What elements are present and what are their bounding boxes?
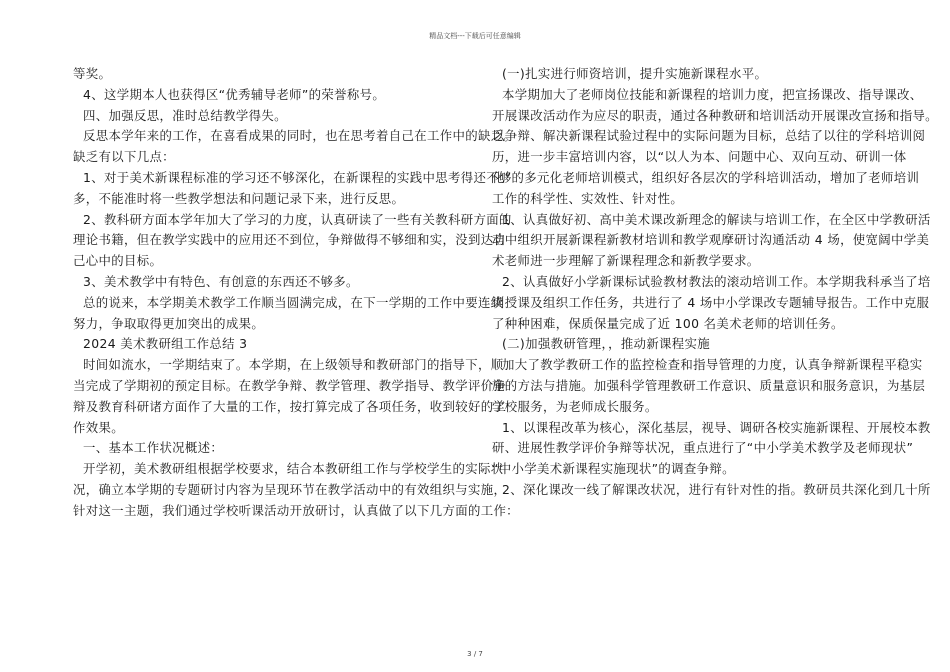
text-line: 一、基本工作状况概述：	[83, 440, 224, 456]
text-line: 以争辩、解决新课程试验过程中的实际问题为目标，总结了以往的学科培训阅	[492, 128, 926, 144]
text-line: 针对这一主题，我们通过学校听课活动开放研讨，认真做了以下几方面的工作：	[73, 502, 519, 518]
text-line: 施的方法与措施。加强科学管理教研工作意识、质量意识和服务意识，为基层	[492, 377, 926, 393]
text-line: 训授课及组织工作任务，共进行了 4 场中小学课改专题辅导报告。工作中克服	[492, 294, 930, 310]
text-line: 本学期加大了老师岗位技能和新课程的培训力度，把宣扬课改、指导课改、	[502, 86, 923, 102]
text-line: 2、认真做好小学新课标试验教材教法的滚动培训工作。本学期我科承当了培	[502, 273, 931, 289]
text-line: 2、教科研方面本学年加大了学习的力度，认真研读了一些有关教科研方面的	[83, 211, 512, 227]
text-line: 缺乏有以下几点：	[73, 149, 175, 165]
text-line: 1、认真做好初、高中美术课改新理念的解读与培训工作，在全区中学教研活	[502, 211, 931, 227]
text-line: 时间如流水，一学期结束了。本学期，在上级领导和教研部门的指导下，顺	[83, 357, 504, 373]
text-line: 作效果。	[73, 419, 124, 435]
text-line: 四、加强反思，准时总结教学得失。	[83, 107, 287, 123]
text-line: 等奖。	[73, 66, 112, 81]
text-line: 当完成了学期初的预定目标。在教学争辩、教学管理、教学指导、教学评价争	[73, 377, 507, 393]
text-line: 4、这学期本人也获得区“优秀辅导老师”的荣誉称号。	[83, 86, 386, 102]
text-line: 开展课改活动作为应尽的职责，通过各种教研和培训活动开展课改宣扬和指导。	[492, 107, 938, 123]
text-line: 况，确立本学期的专题研讨内容为呈现环节在教学活动中的有效组织与实施，	[73, 481, 507, 497]
text-line: 1、以课程改革为核心，深化基层，视导、调研各校实施新课程、开展校本教	[502, 419, 931, 435]
text-line: 了种种困难，保质保量完成了近 100 名美术老师的培训任务。	[492, 315, 844, 331]
text-line: 术老师进一步理解了新课程理念和新教学要求。	[492, 253, 760, 269]
text-line: 研、进展性教学评价争辩等状况，重点进行了“中小学美术教学及老师现状”	[492, 440, 914, 456]
text-line: (二)加强教研管理，，推动新课程实施	[502, 336, 711, 352]
text-line: 历，进一步丰富培训内容，以“以人为本、问题中心、双向互动、研训一体	[492, 149, 907, 165]
text-line: 努力，争取取得更加突出的成果。	[73, 315, 265, 331]
left-column	[73, 64, 519, 522]
text-line: (一)扎实进行师资培训，提升实施新课程水平。	[502, 66, 768, 81]
text-line: 加大了教学教研工作的监控检查和指导管理的力度，认真争辩新课程平稳实	[502, 357, 923, 373]
text-line: 反思本学年来的工作，在喜看成果的同时，也在思考着自己在工作中的缺乏。	[83, 128, 517, 144]
right-column	[492, 64, 938, 501]
text-line: 动中组织开展新课程新教材培训和教学观摩研讨沟通活动 4 场，使宽阔中学美	[492, 232, 930, 248]
page-number: 3 / 7	[467, 650, 483, 658]
page-header: 精品文档---下载后可任意编辑	[429, 32, 521, 40]
text-line: 学校服务，为老师成长服务。	[492, 398, 658, 414]
text-line: 化”的多元化老师培训模式，组织好各层次的学科培训活动，增加了老师培训	[492, 169, 920, 185]
text-line: 总的说来，本学期美术教学工作顺当圆满完成，在下一学期的工作中要连续	[83, 294, 504, 310]
text-line: 多，不能准时将一些教学想法和问题记录下来，进行反思。	[73, 190, 405, 206]
text-line: 辩及教育科研诸方面作了大量的工作，按打算完成了各项任务，收到较好的工	[73, 398, 507, 414]
text-line: “中小学美术新课程实施现状”的调查争辩。	[492, 461, 735, 477]
text-line: 己心中的目标。	[73, 253, 163, 269]
text-line: 理论书籍，但在教学实践中的应用还不到位，争辩做得不够细和实，没到达自	[73, 232, 507, 248]
text-line: 3、美术教学中有特色、有创意的东西还不够多。	[83, 273, 359, 289]
text-line: 2、深化课改一线了解课改状况，进行有针对性的指。教研员共深化到几十所	[502, 481, 931, 497]
text-line: 开学初，美术教研组根据学校要求，结合本教研组工作与学校学生的实际状	[83, 461, 504, 477]
text-line: 工作的科学性、实效性、针对性。	[492, 190, 684, 206]
text-line: 1、对于美术新课程标准的学习还不够深化，在新课程的实践中思考得还不够	[83, 169, 512, 185]
text-line: 2024 美术教研组工作总结 3	[83, 336, 248, 352]
